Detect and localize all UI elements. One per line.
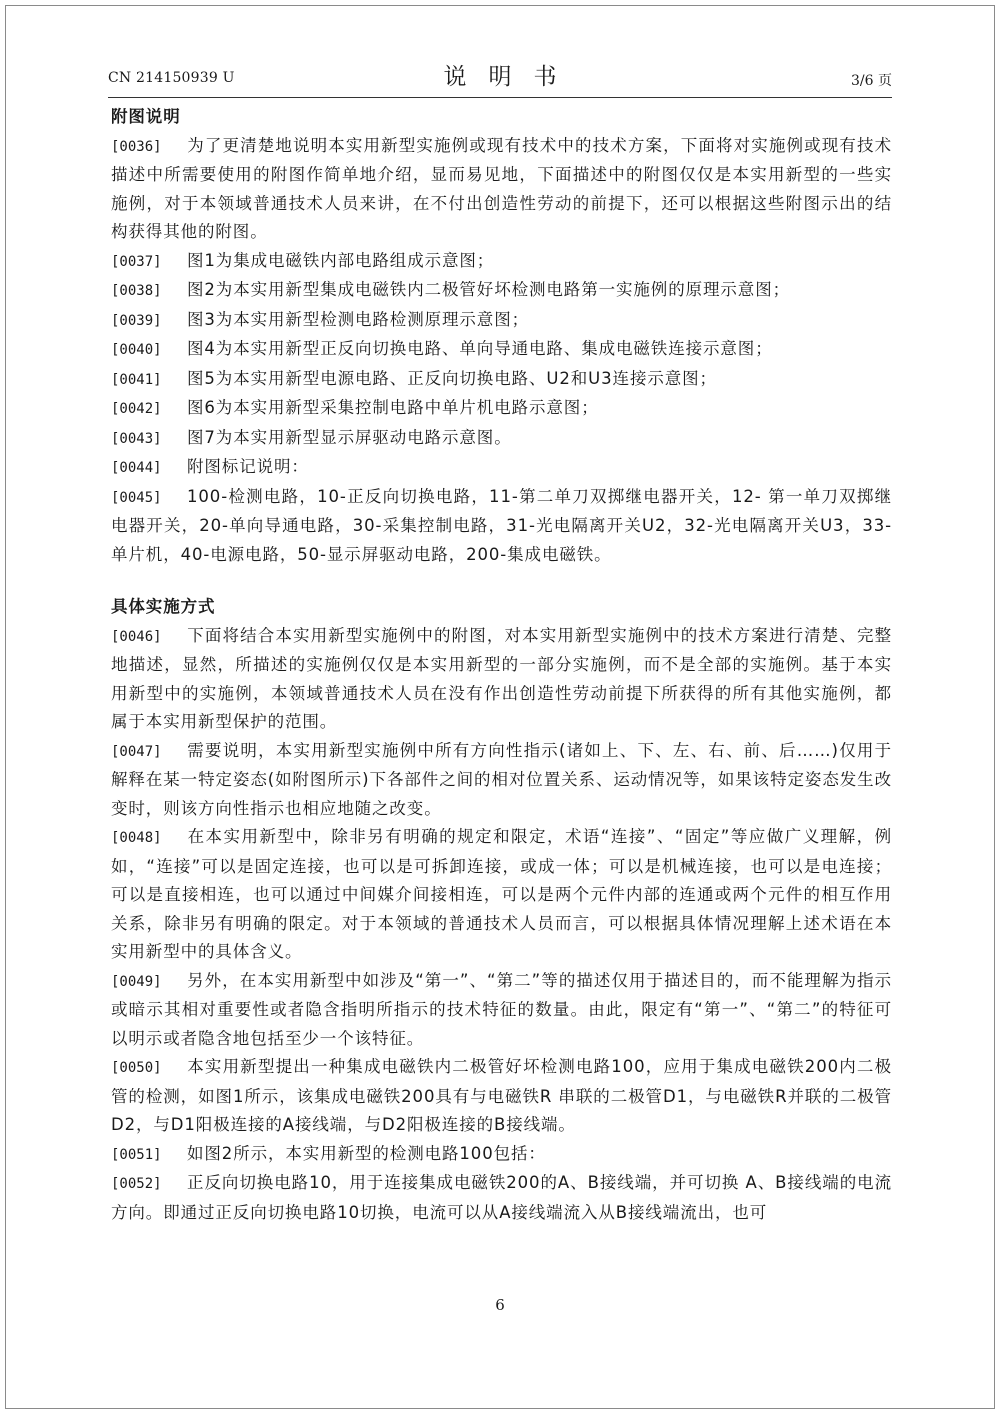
paragraph-text: 图5为本实用新型电源电路、正反向切换电路、U2和U3连接示意图； — [187, 368, 717, 388]
page-count: 3/6 页 — [851, 73, 892, 89]
paragraph-number: [0037] — [111, 253, 162, 270]
paragraph-text: 如图2所示，本实用新型的检测电路100包括： — [187, 1143, 546, 1163]
paragraph-number: [0052] — [111, 1176, 162, 1192]
paragraph-number: [0045] — [111, 489, 162, 506]
paragraph — [111, 1053, 892, 1140]
paragraph — [111, 1140, 892, 1170]
paragraph — [111, 247, 892, 277]
paragraph — [111, 622, 892, 737]
paragraph-number: [0038] — [111, 283, 162, 299]
paragraph — [111, 394, 892, 424]
paragraph — [111, 306, 892, 336]
paragraph-number: [0050] — [111, 1060, 162, 1076]
paragraph-text: 图4为本实用新型正反向切换电路、单向导通电路、集成电磁铁连接示意图； — [187, 339, 773, 358]
page-header — [108, 56, 892, 96]
paragraph-number: [0049] — [111, 973, 162, 990]
paragraph-text: 正反向切换电路10，用于连接集成电磁铁200的A、B接线端，并可切换 A、B接线端的电流方向。即通过正反向切换电路10切换，电流可以从A接线端流入从B接线端流出，也可 — [111, 1173, 892, 1222]
document-title: 说明书 — [443, 64, 579, 90]
section-heading-drawings: 附图说明 — [111, 107, 181, 126]
section-gap — [111, 569, 892, 593]
paragraph-text: 图7为本实用新型显示屏驱动电路示意图。 — [187, 427, 512, 447]
paragraph — [111, 453, 892, 483]
paragraph — [111, 483, 892, 570]
paragraph-text: 下面将结合本实用新型实施例中的附图，对本实用新型实施例中的技术方案进行清楚、完整地描述，显然，所描述的实施例仅仅是本实用新型的一部分实施例，而不是全部的实施例。基于本实用新型中的实施例，本领域普通技术人员在没有作出创造性劳动前提下所获得的所有其他实施例，都属于本实用新型保护的范围。 — [111, 625, 892, 731]
paragraph-text: 附图标记说明： — [187, 457, 309, 476]
paragraph — [111, 737, 892, 824]
paragraph-text: 图6为本实用新型采集控制电路中单片机电路示意图； — [187, 398, 599, 417]
paragraph — [111, 335, 892, 365]
paragraph-text: 需要说明，本实用新型实施例中所有方向性指示(诸如上、下、左、右、前、后……)仅用于解释在某一特定姿态(如附图所示)下各部件之间的相对位置关系、运动情况等，如果该特定姿态发生改变时，则该方向性指示也相应地随之改变。 — [111, 740, 892, 818]
paragraph — [111, 823, 892, 967]
paragraph-number: [0039] — [111, 312, 162, 329]
paragraph-text: 另外，在本实用新型中如涉及“第一”、“第二”等的描述仅用于描述目的，而不能理解为指示或暗示其相对重要性或者隐含指明所指示的技术特征的数量。由此，限定有“第一”、“第二”的特征可以明示或者隐含地包括至少一个该特征。 — [111, 970, 892, 1048]
paragraph — [111, 424, 892, 454]
paragraph-number: [0043] — [111, 430, 162, 447]
paragraph-text: 为了更清楚地说明本实用新型实施例或现有技术中的技术方案，下面将对实施例或现有技术描述中所需要使用的附图作简单地介绍，显而易见地，下面描述中的附图仅仅是本实用新型的一些实施例，对于本领域普通技术人员来讲，在不付出创造性劳动的前提下，还可以根据这些附图示出的结构获得其他的附图。 — [111, 135, 892, 241]
paragraph — [111, 276, 892, 306]
publication-number: CN 214150939 U — [108, 70, 235, 86]
paragraph — [111, 967, 892, 1054]
paragraph-number: [0042] — [111, 401, 162, 417]
page-number: 6 — [495, 1296, 505, 1314]
paragraph — [111, 365, 892, 395]
paragraph-text: 图3为本实用新型检测电路检测原理示意图； — [187, 309, 529, 329]
paragraph-text: 图1为集成电磁铁内部电路组成示意图； — [187, 250, 495, 270]
paragraph-text: 本实用新型提出一种集成电磁铁内二极管好坏检测电路100，应用于集成电磁铁200内二极管的检测，如图1所示，该集成电磁铁200具有与电磁铁R 串联的二极管D1，与电磁铁R并联的二极管D2，与D1阳极连接的A接线端，与D2阳极连接的B接线端。 — [111, 1057, 892, 1134]
paragraph-number: [0036] — [111, 138, 162, 155]
paragraph-number: [0041] — [111, 371, 162, 388]
paragraph-text: 100-检测电路，10-正反向切换电路，11-第二单刀双掷继电器开关，12- 第一单刀双掷继电器开关，20-单向导通电路，30-采集控制电路，31-光电隔离开关U2，32-光电隔离开关U3，33-单片机，40-电源电路，50-显示屏驱动电路，200-集成电磁铁。 — [111, 486, 892, 564]
paragraph-number: [0047] — [111, 743, 162, 760]
paragraph — [111, 1169, 892, 1227]
paragraph-number: [0046] — [111, 628, 162, 645]
paragraph-text: 在本实用新型中，除非另有明确的规定和限定，术语“连接”、“固定”等应做广义理解，例如，“连接”可以是固定连接，也可以是可拆卸连接，或成一体；可以是机械连接，也可以是电连接；可以是直接相连，也可以通过中间媒介间接相连，可以是两个元件内部的连通或两个元件的相互作用关系，除非另有明确的限定。对于本领域的普通技术人员而言，可以根据具体情况理解上述术语在本实用新型中的具体含义。 — [111, 827, 892, 961]
paragraph-number: [0051] — [111, 1146, 162, 1163]
paragraph-text: 图2为本实用新型集成电磁铁内二极管好坏检测电路第一实施例的原理示意图； — [187, 280, 790, 299]
section-heading-embodiments: 具体实施方式 — [111, 597, 216, 616]
paragraph-number: [0048] — [111, 830, 162, 846]
header-rule — [108, 97, 892, 98]
paragraph-number: [0040] — [111, 342, 162, 358]
document-body — [111, 103, 892, 1227]
paragraph-number: [0044] — [111, 460, 162, 476]
paragraph — [111, 132, 892, 247]
